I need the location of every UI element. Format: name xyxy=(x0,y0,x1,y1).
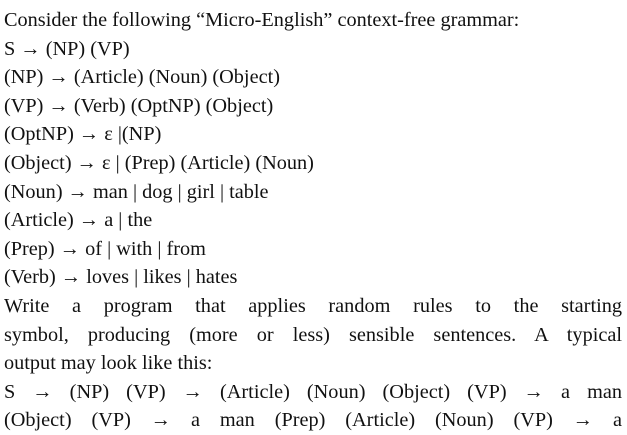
example-line: (Object) (VP) → a man (Prep) (Article) (Noun) (VP) → a xyxy=(4,409,622,432)
example-derivation xyxy=(4,378,622,435)
example-line: S → (NP) (VP) → (Article) (Noun) (Object) (VP) → a man xyxy=(4,380,622,403)
grammar-rule: (Noun) → man | dog | girl | table xyxy=(4,180,269,203)
grammar-rule: (VP) → (Verb) (OptNP) (Object) xyxy=(4,94,274,117)
grammar-rule: (Verb) → loves | likes | hates xyxy=(4,266,238,289)
grammar-rule: (Prep) → of | with | from xyxy=(4,237,206,260)
grammar-rules xyxy=(4,35,622,292)
task-line: output may look like this: xyxy=(4,352,213,375)
intro-text: Consider the following “Micro-English” context-free grammar: xyxy=(4,9,520,31)
grammar-rule: (Article) → a | the xyxy=(4,209,153,232)
task-paragraph xyxy=(4,292,622,378)
task-line: symbol, producing (more or less) sensible sentences. A typical xyxy=(4,323,622,346)
grammar-rule: (NP) → (Article) (Noun) (Object) xyxy=(4,66,280,89)
grammar-rule: S → (NP) (VP) xyxy=(4,37,130,60)
task-line: Write a program that applies random rules to the starting xyxy=(4,294,622,317)
grammar-rule: (OptNP) → ε |(NP) xyxy=(4,123,162,146)
grammar-rule: (Object) → ε | (Prep) (Article) (Noun) xyxy=(4,151,314,174)
